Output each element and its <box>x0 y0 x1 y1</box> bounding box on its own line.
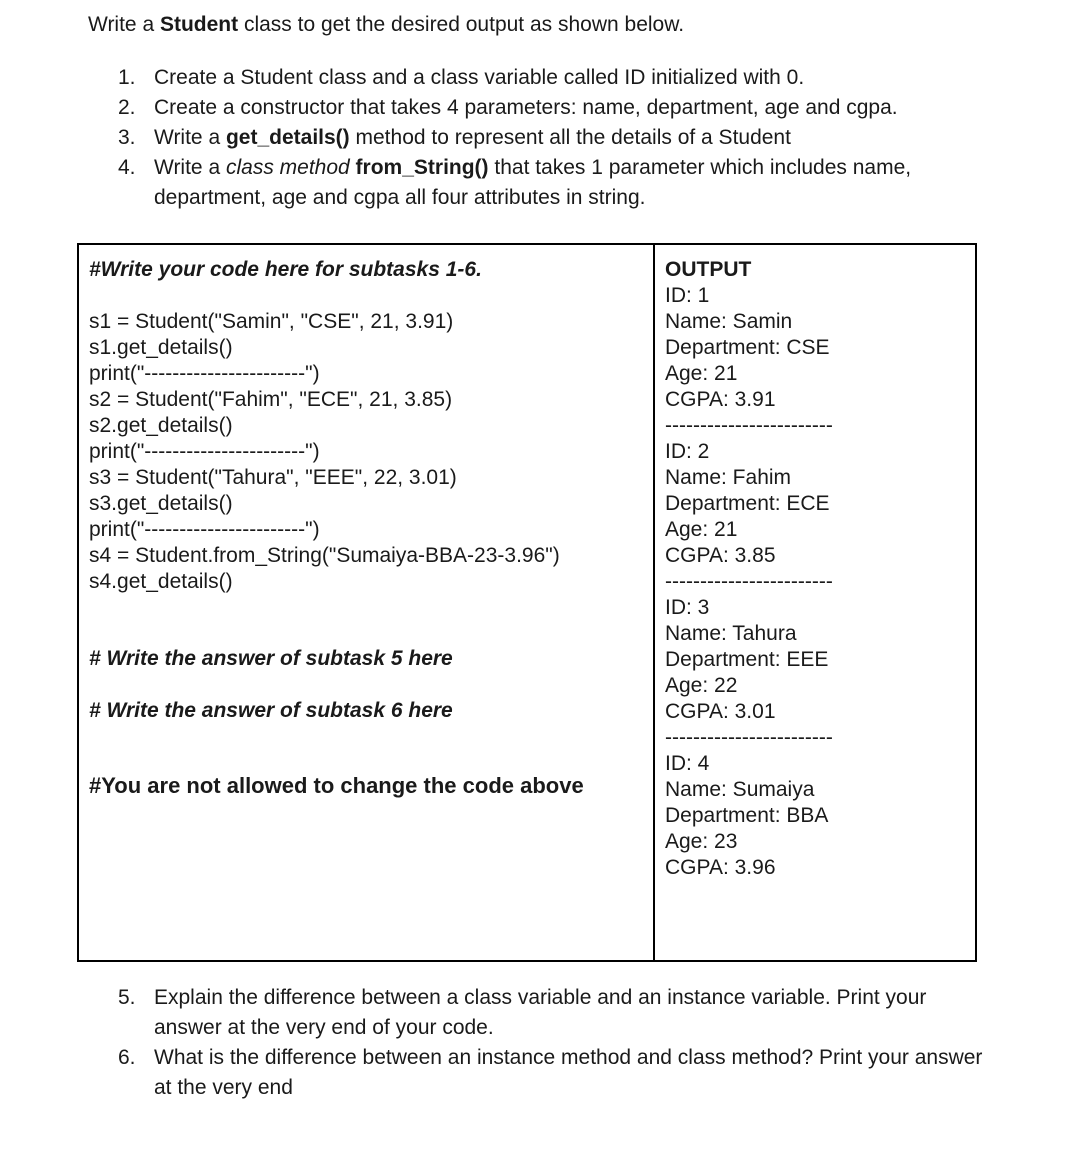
no-change-comment: #You are not allowed to change the code above <box>89 773 584 798</box>
output-line: Department: BBA <box>665 804 829 827</box>
output-line: ID: 1 <box>665 284 710 307</box>
code-line: s3 = Student("Tahura", "EEE", 22, 3.01) <box>89 466 457 489</box>
output-line: Age: 21 <box>665 362 738 385</box>
output-line: ID: 2 <box>665 440 710 463</box>
code-line: s1 = Student("Samin", "CSE", 21, 3.91) <box>89 310 454 333</box>
output-line: Name: Samin <box>665 310 793 333</box>
code-line: print("-----------------------") <box>89 362 320 385</box>
code-line: s2 = Student("Fahim", "ECE", 21, 3.85) <box>89 388 453 411</box>
output-line: CGPA: 3.91 <box>665 388 776 411</box>
output-line: Age: 23 <box>665 830 738 853</box>
task-item-4: 4. Write a class method from_String() that takes 1 parameter which includes name, department, age and cgpa all four attributes in string. <box>118 156 912 209</box>
output-line: ID: 3 <box>665 596 710 619</box>
task-list-top <box>118 63 974 213</box>
code-line: s3.get_details() <box>89 492 233 515</box>
output-line: CGPA: 3.01 <box>665 700 776 723</box>
code-line: print("-----------------------") <box>89 518 320 541</box>
task-item-2: 2. Create a constructor that takes 4 parameters: name, department, age and cgpa. <box>118 96 898 119</box>
subtask5-comment: # Write the answer of subtask 5 here <box>89 647 453 670</box>
output-line: CGPA: 3.85 <box>665 544 776 567</box>
output-line: Name: Sumaiya <box>665 778 815 801</box>
output-cell <box>655 245 975 960</box>
output-line: ------------------------ <box>665 726 833 749</box>
subtask6-comment: # Write the answer of subtask 6 here <box>89 699 453 722</box>
output-line: Department: EEE <box>665 648 829 671</box>
task-item-6: 6. What is the difference between an instance method and class method? Print your answer at the very end <box>118 1046 983 1099</box>
output-line: Age: 22 <box>665 674 738 697</box>
code-line: s2.get_details() <box>89 414 233 437</box>
output-line: ------------------------ <box>665 414 833 437</box>
output-line: ID: 4 <box>665 752 710 775</box>
output-lines <box>665 283 975 881</box>
task-item-3: 3. Write a get_details() method to represent all the details of a Student <box>118 126 791 149</box>
task-item-5: 5. Explain the difference between a class variable and an instance variable. Print your answer at the very end of your code. <box>118 986 927 1039</box>
code-header: #Write your code here for subtasks 1-6. <box>89 258 482 281</box>
code-cell <box>79 245 655 960</box>
output-line: Department: CSE <box>665 336 830 359</box>
code-line: s4.get_details() <box>89 570 233 593</box>
output-line: ------------------------ <box>665 570 833 593</box>
code-output-table <box>77 243 977 962</box>
intro-text: Write a Student class to get the desired output as shown below. <box>88 13 685 36</box>
output-header: OUTPUT <box>665 258 752 281</box>
task-list-bottom <box>118 983 984 1103</box>
output-line: Name: Fahim <box>665 466 792 489</box>
code-line: s4 = Student.from_String("Sumaiya-BBA-23-3.96") <box>89 544 560 567</box>
code-lines <box>89 309 653 595</box>
output-line: Age: 21 <box>665 518 738 541</box>
code-line: print("-----------------------") <box>89 440 320 463</box>
output-line: Name: Tahura <box>665 622 797 645</box>
task-item-1: 1. Create a Student class and a class variable called ID initialized with 0. <box>118 66 805 89</box>
output-line: Department: ECE <box>665 492 830 515</box>
code-line: s1.get_details() <box>89 336 233 359</box>
output-line: CGPA: 3.96 <box>665 856 776 879</box>
